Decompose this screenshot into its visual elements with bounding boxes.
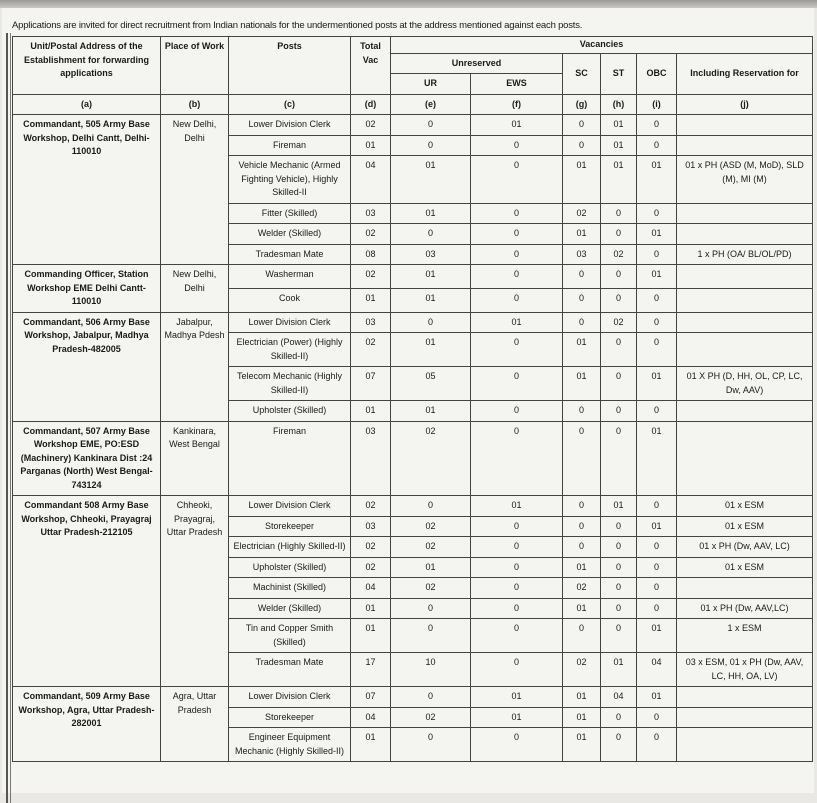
cell-sc: 03 — [563, 244, 601, 265]
letter-d: (d) — [351, 94, 391, 115]
cell-obc: 0 — [637, 707, 677, 728]
cell-obc: 01 — [637, 156, 677, 204]
cell-total: 07 — [351, 687, 391, 708]
cell-ur: 0 — [391, 598, 471, 619]
document-page — [2, 8, 814, 793]
cell-st: 02 — [601, 244, 637, 265]
cell-res — [677, 687, 813, 708]
cell-res: 1 x PH (OA/ BL/OL/PD) — [677, 244, 813, 265]
col-header-st: ST — [601, 53, 637, 94]
cell-ur: 0 — [391, 728, 471, 762]
cell-post: Lower Division Clerk — [229, 115, 351, 136]
unit-address: Commandant 508 Army Base Workshop, Chheoki, Prayagraj Uttar Pradesh-212105 — [13, 496, 161, 687]
cell-ur: 0 — [391, 312, 471, 333]
cell-total: 03 — [351, 421, 391, 496]
place-of-work: New Delhi, Delhi — [161, 265, 229, 313]
cell-post: Upholster (Skilled) — [229, 401, 351, 422]
cell-st: 04 — [601, 687, 637, 708]
cell-total: 02 — [351, 537, 391, 558]
cell-total: 03 — [351, 516, 391, 537]
cell-obc: 0 — [637, 115, 677, 136]
cell-st: 0 — [601, 265, 637, 289]
cell-post: Lower Division Clerk — [229, 312, 351, 333]
cell-res — [677, 288, 813, 312]
cell-post: Engineer Equipment Mechanic (Highly Skilled-II) — [229, 728, 351, 762]
cell-obc: 0 — [637, 244, 677, 265]
cell-post: Welder (Skilled) — [229, 224, 351, 245]
col-header-ews: EWS — [471, 74, 563, 95]
cell-sc: 02 — [563, 578, 601, 599]
cell-total: 01 — [351, 619, 391, 653]
cell-st: 01 — [601, 135, 637, 156]
cell-obc: 0 — [637, 598, 677, 619]
cell-obc: 01 — [637, 421, 677, 496]
cell-res — [677, 578, 813, 599]
cell-ur: 0 — [391, 619, 471, 653]
cell-post: Vehicle Mechanic (Armed Fighting Vehicle), Highly Skilled-II — [229, 156, 351, 204]
cell-obc: 01 — [637, 619, 677, 653]
cell-sc: 01 — [563, 687, 601, 708]
cell-st: 0 — [601, 203, 637, 224]
letter-h: (h) — [601, 94, 637, 115]
cell-st: 0 — [601, 728, 637, 762]
cell-total: 01 — [351, 401, 391, 422]
cell-ur: 01 — [391, 156, 471, 204]
letter-i: (i) — [637, 94, 677, 115]
cell-res: 01 x ESM — [677, 557, 813, 578]
cell-st: 0 — [601, 516, 637, 537]
table-row — [13, 687, 813, 708]
table-header — [13, 37, 813, 115]
cell-ur: 0 — [391, 135, 471, 156]
cell-ur: 0 — [391, 224, 471, 245]
cell-res — [677, 115, 813, 136]
cell-total: 02 — [351, 115, 391, 136]
cell-obc: 0 — [637, 728, 677, 762]
cell-sc: 02 — [563, 203, 601, 224]
cell-post: Cook — [229, 288, 351, 312]
cell-total: 04 — [351, 578, 391, 599]
cell-st: 0 — [601, 224, 637, 245]
col-header-unreserved: Unreserved — [391, 53, 563, 74]
cell-obc: 0 — [637, 135, 677, 156]
cell-obc: 0 — [637, 203, 677, 224]
place-of-work: Chheoki, Prayagraj, Uttar Pradesh — [161, 496, 229, 687]
cell-res: 01 x PH (Dw, AAV, LC) — [677, 537, 813, 558]
cell-ews: 0 — [471, 537, 563, 558]
cell-res — [677, 312, 813, 333]
cell-ews: 0 — [471, 401, 563, 422]
cell-ews: 0 — [471, 516, 563, 537]
table-row — [13, 312, 813, 333]
cell-res — [677, 203, 813, 224]
cell-ews: 0 — [471, 224, 563, 245]
cell-post: Welder (Skilled) — [229, 598, 351, 619]
cell-total: 08 — [351, 244, 391, 265]
col-header-ur: UR — [391, 74, 471, 95]
cell-total: 01 — [351, 728, 391, 762]
cell-post: Telecom Mechanic (Highly Skilled-II) — [229, 367, 351, 401]
cell-total: 04 — [351, 707, 391, 728]
margin-rule — [6, 33, 8, 803]
cell-res: 01 x PH (Dw, AAV,LC) — [677, 598, 813, 619]
cell-st: 0 — [601, 333, 637, 367]
col-header-sc: SC — [563, 53, 601, 94]
cell-post: Electrician (Highly Skilled-II) — [229, 537, 351, 558]
cell-st: 0 — [601, 707, 637, 728]
cell-sc: 02 — [563, 653, 601, 687]
cell-st: 0 — [601, 598, 637, 619]
cell-ur: 01 — [391, 557, 471, 578]
cell-total: 03 — [351, 203, 391, 224]
cell-ews: 0 — [471, 367, 563, 401]
cell-st: 0 — [601, 421, 637, 496]
cell-ews: 0 — [471, 288, 563, 312]
cell-st: 0 — [601, 578, 637, 599]
cell-obc: 01 — [637, 265, 677, 289]
cell-total: 02 — [351, 333, 391, 367]
cell-total: 04 — [351, 156, 391, 204]
cell-res: 03 x ESM, 01 x PH (Dw, AAV, LC, HH, OA, LV) — [677, 653, 813, 687]
cell-sc: 0 — [563, 619, 601, 653]
table-row — [13, 115, 813, 136]
cell-st: 01 — [601, 115, 637, 136]
cell-ews: 0 — [471, 578, 563, 599]
letter-e: (e) — [391, 94, 471, 115]
margin-rule — [10, 33, 11, 803]
cell-sc: 0 — [563, 537, 601, 558]
cell-sc: 01 — [563, 333, 601, 367]
cell-obc: 0 — [637, 401, 677, 422]
cell-total: 17 — [351, 653, 391, 687]
cell-ur: 0 — [391, 687, 471, 708]
cell-ur: 0 — [391, 496, 471, 517]
letter-j: (j) — [677, 94, 813, 115]
cell-ews: 0 — [471, 135, 563, 156]
cell-sc: 0 — [563, 516, 601, 537]
cell-ews: 0 — [471, 557, 563, 578]
col-header-vacancies: Vacancies — [391, 37, 813, 54]
cell-ur: 01 — [391, 265, 471, 289]
cell-obc: 04 — [637, 653, 677, 687]
cell-st: 0 — [601, 537, 637, 558]
cell-post: Tradesman Mate — [229, 653, 351, 687]
cell-ews: 01 — [471, 496, 563, 517]
col-header-reservation: Including Reservation for — [677, 53, 813, 94]
table-row — [13, 421, 813, 496]
cell-ur: 01 — [391, 333, 471, 367]
cell-ews: 01 — [471, 312, 563, 333]
cell-total: 07 — [351, 367, 391, 401]
cell-res — [677, 421, 813, 496]
table-row — [13, 265, 813, 289]
cell-ur: 01 — [391, 203, 471, 224]
cell-res: 01 x ESM — [677, 496, 813, 517]
cell-ews: 0 — [471, 598, 563, 619]
cell-res — [677, 401, 813, 422]
cell-ews: 0 — [471, 203, 563, 224]
unit-address: Commanding Officer, Station Workshop EME Delhi Cantt-110010 — [13, 265, 161, 313]
letter-c: (c) — [229, 94, 351, 115]
cell-post: Lower Division Clerk — [229, 687, 351, 708]
cell-st: 0 — [601, 619, 637, 653]
cell-ur: 02 — [391, 537, 471, 558]
cell-sc: 0 — [563, 115, 601, 136]
cell-post: Storekeeper — [229, 516, 351, 537]
col-header-total: Total Vac — [351, 37, 391, 95]
cell-res — [677, 707, 813, 728]
letter-row — [13, 94, 813, 115]
letter-g: (g) — [563, 94, 601, 115]
cell-obc: 0 — [637, 333, 677, 367]
cell-ews: 01 — [471, 115, 563, 136]
cell-total: 01 — [351, 598, 391, 619]
table-body — [13, 115, 813, 762]
place-of-work: Jabalpur, Madhya Pdesh — [161, 312, 229, 421]
cell-obc: 01 — [637, 367, 677, 401]
place-of-work: Kankinara, West Bengal — [161, 421, 229, 496]
cell-post: Electrician (Power) (Highly Skilled-II) — [229, 333, 351, 367]
col-header-place: Place of Work — [161, 37, 229, 95]
cell-post: Machinist (Skilled) — [229, 578, 351, 599]
cell-sc: 0 — [563, 312, 601, 333]
cell-post: Fireman — [229, 421, 351, 496]
cell-post: Washerman — [229, 265, 351, 289]
cell-obc: 0 — [637, 557, 677, 578]
unit-address: Commandant, 507 Army Base Workshop EME, PO:ESD (Machinery) Kankinara Dist :24 Parganas (North) West Bengal-743124 — [13, 421, 161, 496]
cell-sc: 01 — [563, 707, 601, 728]
col-header-unit: Unit/Postal Address of the Establishment for forwarding applications — [13, 37, 161, 95]
cell-obc: 01 — [637, 687, 677, 708]
cell-sc: 0 — [563, 288, 601, 312]
cell-ews: 0 — [471, 619, 563, 653]
cell-post: Tradesman Mate — [229, 244, 351, 265]
cell-post: Lower Division Clerk — [229, 496, 351, 517]
cell-sc: 0 — [563, 496, 601, 517]
cell-total: 03 — [351, 312, 391, 333]
cell-ur: 02 — [391, 421, 471, 496]
table-row — [13, 496, 813, 517]
cell-res — [677, 135, 813, 156]
cell-sc: 0 — [563, 401, 601, 422]
cell-st: 0 — [601, 367, 637, 401]
cell-st: 02 — [601, 312, 637, 333]
cell-ews: 0 — [471, 333, 563, 367]
cell-post: Tin and Copper Smith (Skilled) — [229, 619, 351, 653]
unit-address: Commandant, 509 Army Base Workshop, Agra, Uttar Pradesh- 282001 — [13, 687, 161, 762]
letter-f: (f) — [471, 94, 563, 115]
cell-post: Fitter (Skilled) — [229, 203, 351, 224]
cell-res: 01 x ESM — [677, 516, 813, 537]
cell-ews: 0 — [471, 265, 563, 289]
cell-obc: 01 — [637, 516, 677, 537]
cell-ur: 10 — [391, 653, 471, 687]
cell-sc: 01 — [563, 156, 601, 204]
letter-a: (a) — [13, 94, 161, 115]
cell-sc: 0 — [563, 265, 601, 289]
intro-text: Applications are invited for direct recruitment from Indian nationals for the undermentioned posts at the address mentioned against each posts. — [12, 20, 583, 31]
cell-res — [677, 224, 813, 245]
cell-obc: 01 — [637, 224, 677, 245]
cell-ur: 05 — [391, 367, 471, 401]
vacancy-table — [12, 36, 813, 762]
unit-address: Commandant, 505 Army Base Workshop, Delhi Cantt, Delhi-110010 — [13, 115, 161, 265]
cell-sc: 01 — [563, 598, 601, 619]
cell-st: 01 — [601, 156, 637, 204]
cell-res: 01 X PH (D, HH, OL, CP, LC, Dw, AAV) — [677, 367, 813, 401]
cell-ews: 01 — [471, 687, 563, 708]
cell-ur: 02 — [391, 516, 471, 537]
letter-b: (b) — [161, 94, 229, 115]
cell-sc: 0 — [563, 135, 601, 156]
cell-total: 02 — [351, 224, 391, 245]
cell-ews: 01 — [471, 707, 563, 728]
cell-sc: 01 — [563, 557, 601, 578]
place-of-work: Agra, Uttar Pradesh — [161, 687, 229, 762]
cell-ews: 0 — [471, 244, 563, 265]
cell-sc: 0 — [563, 421, 601, 496]
cell-ur: 02 — [391, 707, 471, 728]
cell-total: 02 — [351, 265, 391, 289]
cell-sc: 01 — [563, 224, 601, 245]
cell-st: 0 — [601, 401, 637, 422]
cell-st: 01 — [601, 496, 637, 517]
cell-obc: 0 — [637, 537, 677, 558]
cell-ur: 01 — [391, 401, 471, 422]
cell-res — [677, 333, 813, 367]
cell-total: 01 — [351, 135, 391, 156]
cell-post: Upholster (Skilled) — [229, 557, 351, 578]
cell-ews: 0 — [471, 653, 563, 687]
cell-post: Fireman — [229, 135, 351, 156]
cell-res — [677, 265, 813, 289]
col-header-posts: Posts — [229, 37, 351, 95]
cell-st: 0 — [601, 288, 637, 312]
cell-total: 02 — [351, 557, 391, 578]
cell-res: 1 x ESM — [677, 619, 813, 653]
cell-sc: 01 — [563, 728, 601, 762]
cell-total: 01 — [351, 288, 391, 312]
cell-sc: 01 — [563, 367, 601, 401]
cell-res: 01 x PH (ASD (M, MoD), SLD (M), MI (M) — [677, 156, 813, 204]
cell-ur: 03 — [391, 244, 471, 265]
cell-st: 0 — [601, 557, 637, 578]
place-of-work: New Delhi, Delhi — [161, 115, 229, 265]
cell-res — [677, 728, 813, 762]
cell-obc: 0 — [637, 496, 677, 517]
page-top-edge — [0, 0, 817, 8]
cell-total: 02 — [351, 496, 391, 517]
cell-obc: 0 — [637, 288, 677, 312]
cell-ews: 0 — [471, 156, 563, 204]
unit-address: Commandant, 506 Army Base Workshop, Jabalpur, Madhya Pradesh-482005 — [13, 312, 161, 421]
cell-ur: 02 — [391, 578, 471, 599]
cell-ur: 0 — [391, 115, 471, 136]
cell-ews: 0 — [471, 421, 563, 496]
cell-obc: 0 — [637, 312, 677, 333]
cell-st: 01 — [601, 653, 637, 687]
cell-post: Storekeeper — [229, 707, 351, 728]
col-header-obc: OBC — [637, 53, 677, 94]
cell-ur: 01 — [391, 288, 471, 312]
cell-ews: 0 — [471, 728, 563, 762]
cell-obc: 0 — [637, 578, 677, 599]
